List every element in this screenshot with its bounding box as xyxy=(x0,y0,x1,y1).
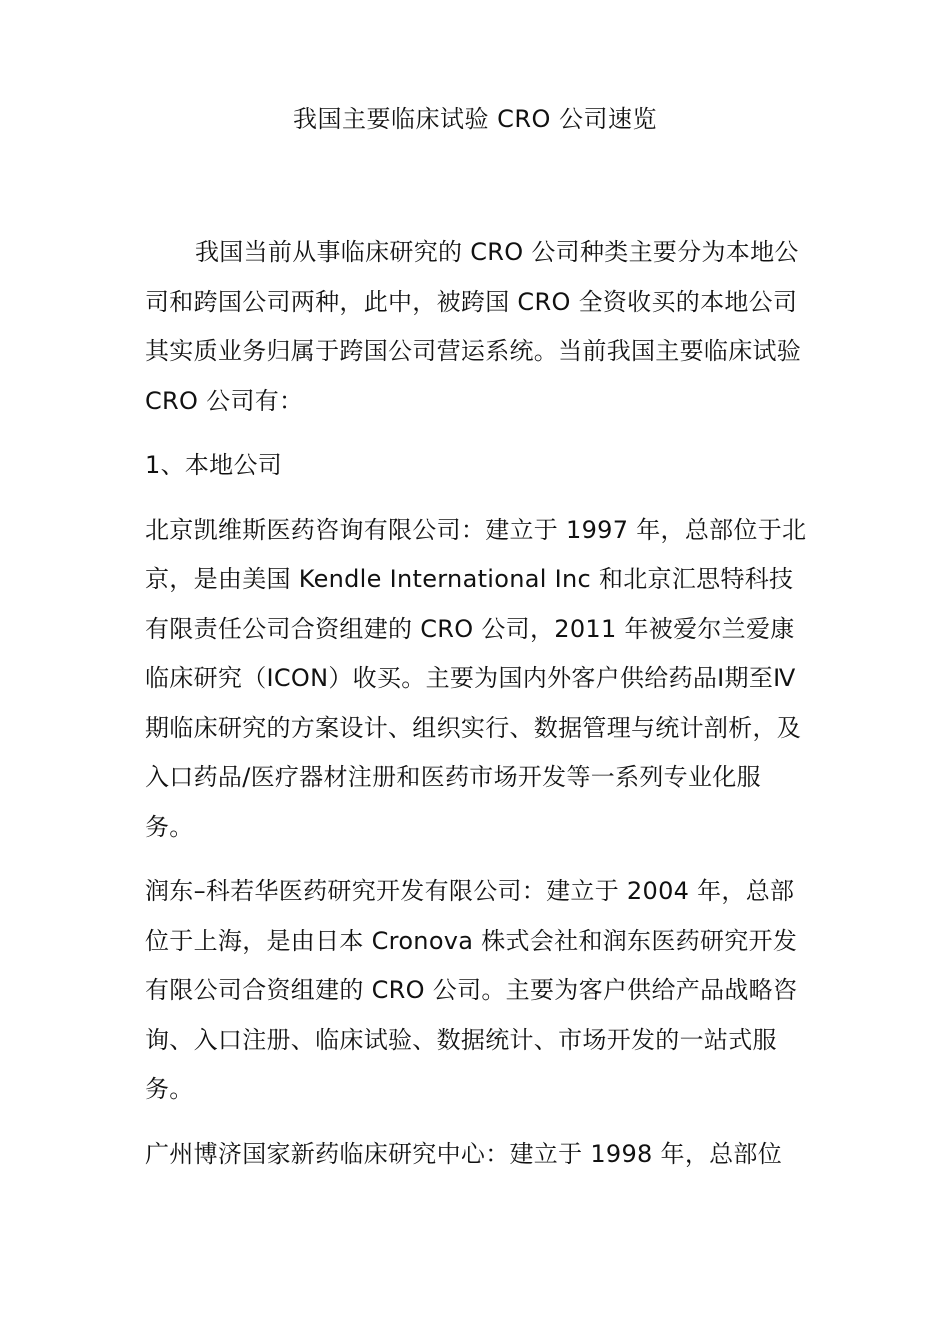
company-paragraph-boji: 广州博济国家新药临床研究中心：建立于 1998 年，总部位 xyxy=(145,1139,783,1168)
company-paragraph-kendle: 北京凯维斯医药咨询有限公司：建立于 1997 年，总部位于北京，是由美国 Kendle International Inc 和北京汇思特科技有限责任公司合资组建的 CRO 公司，2011 年被爱尔兰爱康临床研究（ICON）收买。主要为国内外客户供给药品Ⅰ期至Ⅳ期临床研究的方案设计、组织实行、数据管理与统计剖析，及入口药品/医疗器材注册和医药市场开发等一系列专业化服务。 xyxy=(145,515,807,841)
intro-paragraph: 我国当前从事临床研究的 CRO 公司种类主要分为本地公司和跨国公司两种，此中，被跨国 CRO 全资收买的本地公司其实质业务归属于跨国公司营运系统。当前我国主要临床试验 CRO 公司有： xyxy=(145,238,802,415)
company-paragraph-cronova: 润东–科若华医药研究开发有限公司：建立于 2004 年，总部位于上海，是由日本 Cronova 株式会社和润东医药研究开发有限公司合资组建的 CRO 公司。主要为客户供给产品战略咨询、入口注册、临床试验、数据统计、市场开发的一站式服务。 xyxy=(145,877,798,1103)
document-title: 我国主要临床试验 CRO 公司速览 xyxy=(292,105,658,133)
section-heading: 1、本地公司 xyxy=(145,451,283,479)
document-body xyxy=(145,228,809,1194)
